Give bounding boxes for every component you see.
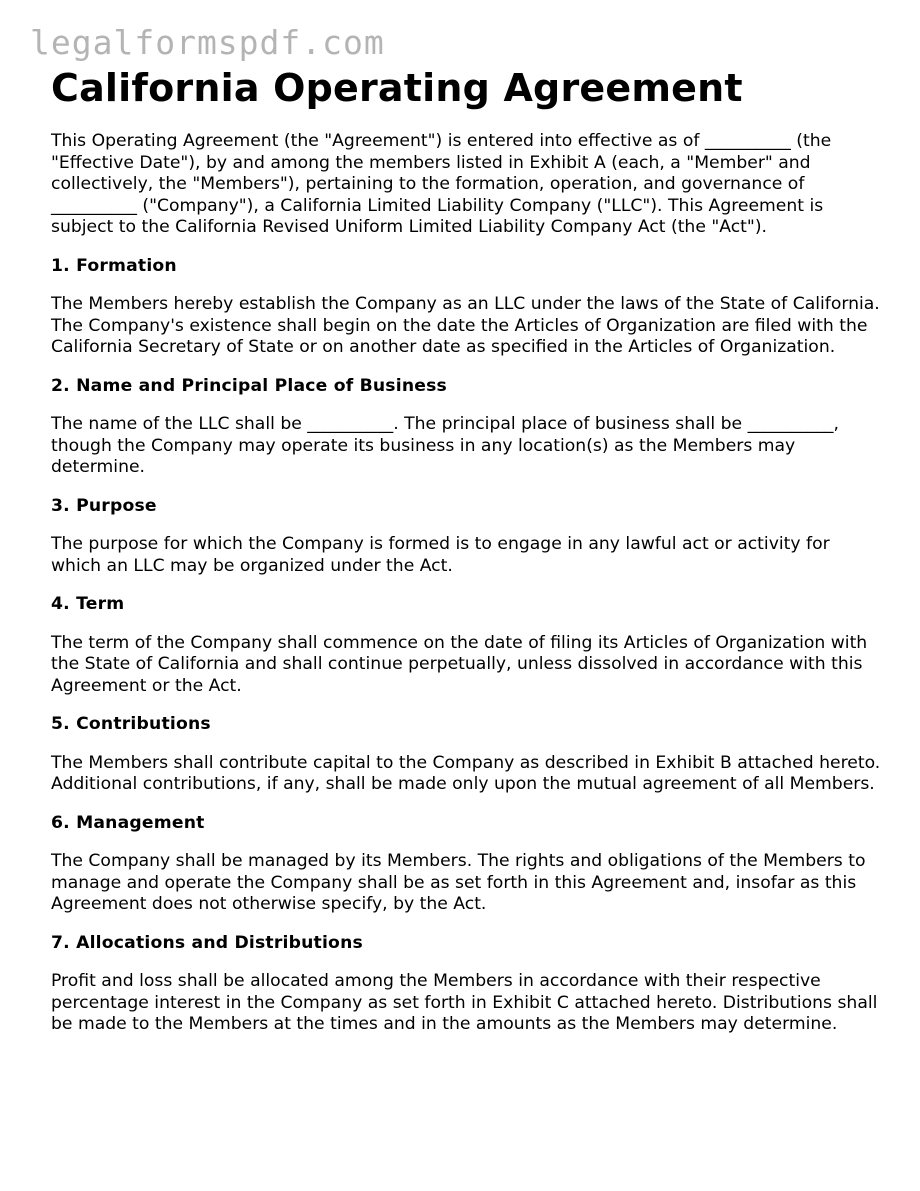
section-body-term: The term of the Company shall commence on the date of filing its Articles of Organization with the State of California and shall continue perpetually, unless dissolved in accordance with this Agreement or the Act. [51, 632, 868, 696]
section-heading-contributions: 5. Contributions [51, 714, 211, 734]
section-heading-name-and-place: 2. Name and Principal Place of Business [51, 375, 447, 396]
section-body-allocations: Profit and loss shall be allocated among the Members in accordance with their respective percentage interest in the Company as set forth in Exhibit C attached hereto. Distributions shall be made to the Members at the times and in the amounts as the Members may determine. [51, 971, 878, 1034]
section-heading-formation: 1. Formation [51, 255, 177, 276]
section-heading-purpose: 3. Purpose [51, 495, 157, 516]
section-body-formation: The Members hereby establish the Company as an LLC under the laws of the State of California. The Company's existence shall begin on the date the Articles of Organization are filed with the California Secretary of State or on another date as specified in the Articles of Organization. [51, 294, 880, 357]
section-heading-management: 6. Management [51, 812, 205, 833]
section-body-purpose: The purpose for which the Company is formed is to engage in any lawful act or activity for which an LLC may be organized under the Act. [51, 534, 830, 576]
section-heading-allocations: 7. Allocations and Distributions [51, 932, 363, 953]
document-page [51, 64, 881, 1053]
section-body-contributions: The Members shall contribute capital to the Company as described in Exhibit B attached hereto. Additional contributions, if any, shall be made only upon the mutual agreement of all Members. [51, 752, 881, 794]
document-title: California Operating Agreement [51, 66, 743, 110]
intro-paragraph: This Operating Agreement (the "Agreement") is entered into effective as of __________ (the "Effective Date"), by and among the members listed in Exhibit A (each, a "Member" and collectively, the "Members"), pertaining to the formation, operation, and governance of __________ ("Company"), a California Limited Liability Company ("LLC"). This Agreement is subject to the California Revised Uniform Limited Liability Company Act (the "Act"). [51, 131, 832, 237]
watermark-text: legalformspdf.com [30, 23, 385, 62]
section-heading-term: 4. Term [51, 594, 125, 614]
section-body-management: The Company shall be managed by its Members. The rights and obligations of the Members to manage and operate the Company shall be as set forth in this Agreement and, insofar as this Agreement does not otherwise specify, by the Act. [51, 851, 866, 914]
section-body-name-and-place: The name of the LLC shall be __________. The principal place of business shall be __________, though the Company may operate its business in any location(s) as the Members may determine. [51, 414, 839, 477]
